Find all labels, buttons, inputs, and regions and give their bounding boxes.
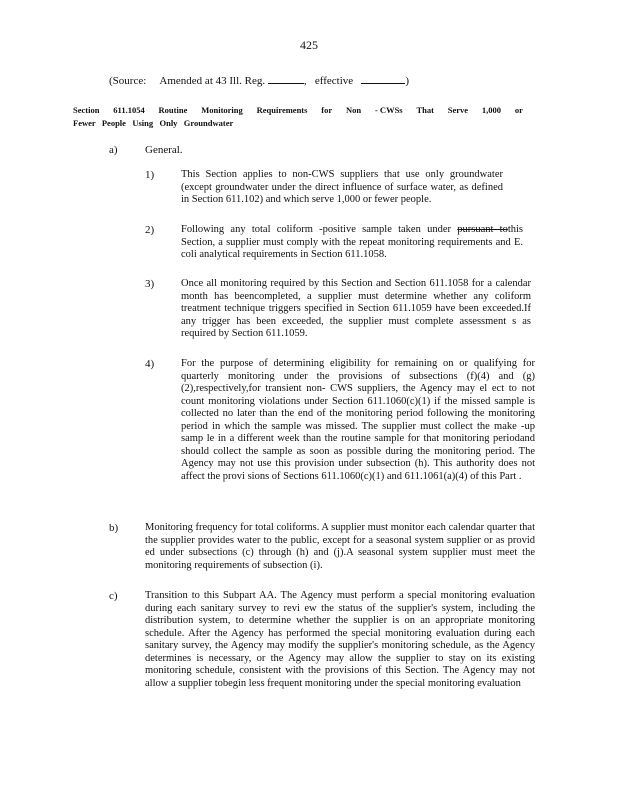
section-heading-word: Serve (447, 105, 469, 115)
item-b-text: Monitoring frequency for total coliforms. A supplier must monitor each calendar quarter that the supplier provides water to the public, except for a seasonal system supplier or as provid ed under subsections (c) through (h) and (j).A seasonal system supplier must meet the monitoring requirements of subsection (i). (145, 522, 535, 571)
source-text: Amended at 43 Ill. Reg. (159, 75, 266, 87)
item-a-label: a) (109, 144, 118, 156)
section-heading-word: 1,000 (481, 105, 502, 115)
section-heading-word: Monitoring (201, 105, 243, 115)
item-a3-text: Once all monitoring required by this Section and Section 611.1058 for a calendar month has beencompleted, a supplier must determine whether any coliform treatment technique triggers specified in Section 611.1059 have been exceeded.If any trigger has been exceeded, the supplier must complete assessment s as required by Section 611.1059. (181, 278, 531, 339)
source-suffix: ) (405, 75, 410, 87)
section-heading-line2: Fewer People Using Only Groundwater (73, 118, 234, 128)
item-c-text: Transition to this Subpart AA. The Agency must perform a special monitoring evaluation during each sanitary survey to revi ew the status of the supplier's system, including the distribution system, to determine whether the supplier is on an appropriate monitoring schedule. After the Agency has performed the special monitoring evaluation during each sanitary survey, the Agency may modify the supplier's monitoring schedule, as the Agency determines is necessary, or the Agency may allow the supplier to stay on its existing monitoring schedule, consistent with the provisions of this Section. The Agency may not allow a supplier tobegin less frequent monitoring under the special monitoring evaluation (145, 590, 535, 689)
item-a2-text-after: this Section, a supplier must comply with the repeat monitoring requirements and E. coli analytical requirements in Section 611.1058. (181, 224, 523, 260)
item-a2-text-before: Following any total coliform -positive sample taken under (181, 224, 451, 235)
section-heading-word: 611.1054 (113, 105, 145, 115)
source-note: (Source: Amended at 43 Ill. Reg. , effective ) (109, 75, 410, 87)
register-blank (268, 73, 304, 84)
item-a1-text: This Section applies to non-CWS suppliers that use only groundwater (except groundwater under the direct influence of surface water, as defined in Section 611.102) and which serve 1,000 or fewer people. (181, 169, 503, 205)
section-heading-word: or (514, 105, 523, 115)
item-a2-struck-text: pursuant to (457, 224, 508, 235)
section-heading-word: for (321, 105, 333, 115)
item-c-label: c) (109, 590, 118, 602)
item-a4-text: For the purpose of determining eligibility for remaining on or qualifying for quarterly monitoring under the provisions of subsections (f)(4) and (g)(2),respectively,for transient non- CWS suppliers, the Agency may el ect to not count monitoring violations under Section 611.1060(c)(1) if the missed sample is collected no later than the end of the monitoring period following the monitoring period in which the sample was missed. The supplier must collect the make -up samp le in a different week than the routine sample for that monitoring periodand should collect the sample as soon as possible during the monitoring period. The Agency may not use this provision under subsection (h). This authority does not affect the provi sions of Sections 611.1060(c)(1) and 611.1061(a)(4) of this Part . (181, 358, 535, 482)
section-heading (73, 104, 523, 130)
item-a4-label: 4) (145, 358, 155, 370)
item-a2-text (181, 224, 523, 262)
page-number: 425 (300, 38, 318, 52)
section-heading-word: Non (346, 105, 362, 115)
item-a3-label: 3) (145, 278, 155, 290)
section-heading-word: That (416, 105, 434, 115)
item-b-label: b) (109, 522, 119, 534)
source-prefix: (Source: (109, 75, 147, 87)
item-a1-label: 1) (145, 169, 155, 181)
section-heading-word: Routine (158, 105, 188, 115)
section-heading-word: Section (73, 105, 100, 115)
section-heading-line1 (73, 104, 523, 117)
source-effective: effective (314, 75, 354, 87)
effective-date-blank (361, 73, 405, 84)
section-heading-word: - CWSs (374, 105, 403, 115)
item-a2-label: 2) (145, 224, 155, 236)
section-heading-word: Requirements (256, 105, 308, 115)
item-a-title: General. (145, 144, 183, 156)
